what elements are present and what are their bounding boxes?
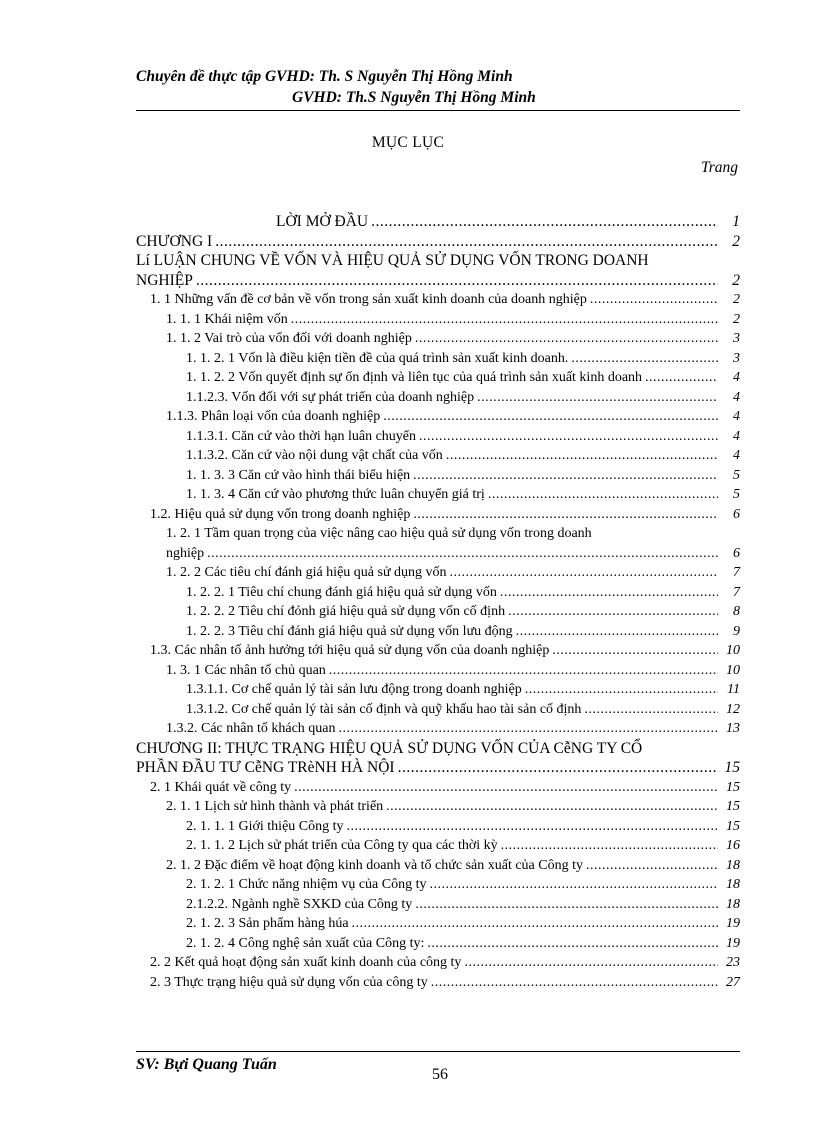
- toc-entry-title: 1.1.3.2. Căn cứ vào nội dung vật chất của vốn: [186, 448, 443, 463]
- toc-entry-title: 1.2. Hiệu quả sử dụng vốn trong doanh nghiệp: [150, 506, 411, 522]
- dot-leader: [291, 310, 718, 330]
- toc-page-number: 15: [726, 779, 740, 795]
- toc-entry-title: nghiệp: [166, 545, 205, 561]
- toc-entry-title: LỜI MỞ ĐẦU: [276, 213, 369, 230]
- dot-leader: [215, 232, 718, 252]
- dot-leader: [329, 661, 718, 681]
- toc-entry-title: CHƯƠNG I: [136, 232, 213, 250]
- page-column-label: Trang: [700, 159, 738, 176]
- toc-page-number: 1: [732, 213, 740, 230]
- toc-entry-title: 1. 1. 3. 4 Căn cứ vào phương thức luân chuyển giá trị: [186, 487, 485, 502]
- dot-leader: [584, 700, 718, 720]
- toc-entry[interactable]: [136, 329, 740, 349]
- toc-entry[interactable]: [136, 914, 740, 934]
- toc-page-number: 15: [726, 818, 740, 834]
- toc-entry[interactable]: [136, 232, 740, 252]
- toc-entry-title: 1.3. Các nhân tố ảnh hưởng tới hiệu quả sử dụng vốn của doanh nghiệp: [150, 643, 550, 658]
- toc-entry-title: 1. 1. 1 Khái niệm vốn: [166, 311, 288, 327]
- toc-entry-title: 2. 1. 1. 2 Lịch sử phát triển của Công ty qua các thời kỳ: [186, 838, 498, 853]
- toc-entry-title-line: Lí LUẬN CHUNG VỀ VỐN VÀ HIỆU QUẢ SỬ DỤNG VỐN TRONG DOANH: [136, 252, 649, 269]
- toc-entry-title: 1.1.3. Phân loại vốn của doanh nghiệp: [166, 409, 381, 424]
- toc-entry-title: 1. 1 Những vấn đề cơ bản về vốn trong sản xuất kinh doanh của doanh nghiệp: [150, 292, 587, 307]
- toc-page-number: 2: [733, 311, 740, 327]
- toc-entry-title-line: CHƯƠNG II: THỰC TRẠNG HIỆU QUẢ SỬ DỤNG VỐN CỦA CễNG TY CỔ: [136, 739, 643, 757]
- toc-entry-title: 2. 3 Thực trạng hiệu quả sử dụng vốn của công ty: [150, 974, 428, 990]
- toc-entry[interactable]: [136, 875, 740, 895]
- header-line-1: Chuyên đề thực tập GVHD: Th. S Nguyễn Thị Hồng Minh: [136, 68, 513, 85]
- toc-entry[interactable]: [136, 349, 740, 369]
- toc-entry-title: 1. 2. 2. 3 Tiêu chí đánh giá hiệu quả sử dụng vốn lưu động: [186, 623, 513, 639]
- toc-entry-title: 1. 2. 2. 1 Tiêu chí chung đánh giá hiệu quả sử dụng vốn: [186, 584, 497, 600]
- toc-page-number: 18: [726, 857, 740, 873]
- dot-leader: [450, 563, 718, 583]
- toc-entry-title-line: 1. 2. 1 Tầm quan trọng của việc nâng cao hiệu quả sử dụng vốn trong doanh: [166, 526, 592, 541]
- dot-leader: [571, 349, 718, 369]
- dot-leader: [415, 895, 718, 915]
- toc-entry[interactable]: [136, 641, 740, 661]
- dot-leader: [207, 544, 718, 564]
- toc-entry-title: 2. 2 Kết quả hoạt động sản xuất kinh doanh của công ty: [150, 955, 462, 970]
- toc-entry-title: 1.3.1.2. Cơ chế quản lý tài sản cố định và quỹ khấu hao tài sản cố định: [186, 701, 582, 717]
- dot-leader: [446, 446, 718, 466]
- toc-page-number: 2: [732, 271, 740, 289]
- dot-leader: [352, 914, 718, 934]
- toc-page-number: 2: [732, 232, 740, 250]
- toc-entry[interactable]: [136, 719, 740, 739]
- toc-page-number: 4: [733, 370, 740, 385]
- toc-page-number: 15: [726, 799, 740, 814]
- dot-leader: [347, 817, 718, 837]
- toc-page-number: 4: [733, 389, 740, 405]
- toc-page-number: 11: [727, 682, 740, 697]
- toc-entry-title: 1.1.2.3. Vốn đối với sự phát triển của doanh nghiệp: [186, 389, 475, 405]
- toc-entry-title: 1. 2. 2 Các tiêu chí đánh giá hiệu quả sử dụng vốn: [166, 565, 447, 580]
- dot-leader: [196, 271, 718, 291]
- toc-page-number: 7: [733, 565, 740, 580]
- toc-page-number: 9: [733, 623, 740, 639]
- dot-leader: [383, 407, 718, 427]
- toc-entry[interactable]: [136, 407, 740, 427]
- dot-leader: [464, 953, 718, 973]
- toc-entry[interactable]: [136, 797, 740, 817]
- running-header: [136, 66, 740, 108]
- toc-page-number: 4: [733, 448, 740, 463]
- toc-page-number: 7: [733, 584, 740, 600]
- toc-entry-title: 2. 1. 2. 1 Chức năng nhiệm vụ của Công ty: [186, 877, 427, 892]
- toc-page-number: 10: [726, 662, 740, 678]
- toc-entry[interactable]: [136, 739, 740, 778]
- toc-entry[interactable]: [136, 563, 740, 583]
- dot-leader: [501, 836, 718, 856]
- dot-leader: [552, 641, 718, 661]
- toc-entry[interactable]: [136, 602, 740, 622]
- toc-entry[interactable]: [136, 310, 740, 330]
- toc-entry[interactable]: [136, 368, 740, 388]
- toc-entry-title: 2. 1. 1 Lịch sử hình thành và phát triển: [166, 799, 384, 814]
- toc-entry-title: 1. 2. 2. 2 Tiêu chí đỏnh giá hiệu quả sử dụng vốn cố định: [186, 604, 506, 619]
- toc-entry[interactable]: [136, 953, 740, 973]
- footer-rule: [136, 1051, 740, 1052]
- toc-page-number: 12: [726, 701, 740, 717]
- dot-leader: [419, 427, 718, 447]
- toc-page-number: 23: [726, 955, 740, 970]
- toc-entry-title: 2. 1 Khái quát về công ty: [150, 779, 292, 795]
- toc-entry[interactable]: [136, 622, 740, 642]
- toc-page-number: 18: [726, 896, 740, 912]
- dot-leader: [477, 388, 718, 408]
- dot-leader: [645, 368, 718, 388]
- toc-page-number: 5: [733, 467, 740, 483]
- toc-page-number: 3: [733, 350, 740, 366]
- toc-page-number: 5: [733, 487, 740, 502]
- toc-entry[interactable]: [136, 973, 740, 993]
- toc-entry[interactable]: [136, 466, 740, 486]
- dot-leader: [508, 602, 718, 622]
- toc-entry-title: 2. 1. 2 Đặc điểm về hoạt động kinh doanh và tổ chức sản xuất của Công ty: [166, 857, 583, 873]
- toc-entry[interactable]: [136, 680, 740, 700]
- toc-entry[interactable]: [136, 427, 740, 447]
- dot-leader: [415, 329, 718, 349]
- page-title: MỤC LỤC: [371, 134, 445, 151]
- toc-page-number: 27: [726, 974, 740, 990]
- toc-entry-title: 1. 3. 1 Các nhân tố chủ quan: [166, 662, 326, 678]
- toc-entry[interactable]: [136, 700, 740, 720]
- toc-entry[interactable]: [136, 778, 740, 798]
- toc-entry[interactable]: [136, 583, 740, 603]
- toc-page-number: 3: [733, 331, 740, 346]
- toc-page-number: 4: [733, 428, 740, 444]
- toc-entry-title: 2.1.2.2. Ngành nghề SXKD của Công ty: [186, 896, 413, 912]
- dot-leader: [294, 778, 718, 798]
- dot-leader: [516, 622, 718, 642]
- dot-leader: [590, 290, 718, 310]
- dot-leader: [398, 758, 718, 778]
- toc-page-number: 19: [726, 916, 740, 931]
- dot-leader: [371, 212, 718, 232]
- toc-entry[interactable]: [136, 485, 740, 505]
- toc-entry[interactable]: [136, 446, 740, 466]
- toc-entry-title: PHẦN ĐẦU TƯ CễNG TRèNH HÀ NỘI: [136, 759, 395, 776]
- toc-entry[interactable]: [136, 856, 740, 876]
- toc-entry-title: 1. 1. 3. 3 Căn cứ vào hình thái biểu hiện: [186, 467, 411, 483]
- toc-entry[interactable]: [136, 524, 740, 563]
- footer-page-number: 56: [432, 1066, 448, 1083]
- toc-entry[interactable]: [136, 895, 740, 915]
- toc-entry[interactable]: [136, 212, 740, 232]
- footer-student-name: SV: Bựi Quang Tuấn: [136, 1056, 277, 1073]
- toc-entry-title: 1. 1. 2. 1 Vốn là điều kiện tiền đề của quá trình sản xuất kinh doanh.: [186, 350, 569, 366]
- toc-entry-title: 2. 1. 2. 3 Sản phẩm hàng húa: [186, 916, 349, 931]
- toc-page-number: 4: [733, 409, 740, 424]
- toc-page-number: 10: [726, 643, 740, 658]
- toc-entry-title: 1.3.2. Các nhân tố khách quan: [166, 721, 336, 736]
- dot-leader: [525, 680, 718, 700]
- dot-leader: [386, 797, 718, 817]
- toc-page-number: 8: [733, 604, 740, 619]
- toc-entry[interactable]: [136, 290, 740, 310]
- table-of-contents: [136, 212, 740, 992]
- toc-entry[interactable]: [136, 661, 740, 681]
- toc-page-number: 18: [726, 877, 740, 892]
- toc-page-number: 15: [724, 759, 740, 776]
- toc-page-number: 6: [733, 506, 740, 522]
- toc-entry[interactable]: [136, 934, 740, 954]
- toc-entry-title: 2. 1. 1. 1 Giới thiệu Công ty: [186, 818, 344, 834]
- dot-leader: [431, 973, 718, 993]
- toc-entry[interactable]: [136, 817, 740, 837]
- dot-leader: [500, 583, 718, 603]
- dot-leader: [413, 466, 718, 486]
- toc-entry-title: 1. 1. 2. 2 Vốn quyết định sự ổn định và liên tục của quá trình sản xuất kinh doanh: [186, 370, 643, 385]
- toc-entry-title: 2. 1. 2. 4 Công nghệ sản xuất của Công ty:: [186, 935, 425, 951]
- toc-entry[interactable]: [136, 505, 740, 525]
- toc-page-number: 13: [726, 721, 740, 736]
- toc-page-number: 16: [726, 838, 740, 853]
- toc-page-number: 19: [726, 935, 740, 951]
- toc-entry-title: 1. 1. 2 Vai trò của vốn đối với doanh nghiệp: [166, 331, 412, 346]
- dot-leader: [413, 505, 718, 525]
- toc-page-number: 6: [733, 545, 740, 561]
- dot-leader: [427, 934, 718, 954]
- dot-leader: [339, 719, 718, 739]
- toc-entry[interactable]: [136, 388, 740, 408]
- toc-page-number: 2: [733, 292, 740, 307]
- toc-entry-title: NGHIỆP: [136, 271, 193, 289]
- header-line-2: GVHD: Th.S Nguyễn Thị Hồng Minh: [292, 89, 536, 106]
- dot-leader: [586, 856, 718, 876]
- toc-entry[interactable]: [136, 836, 740, 856]
- dot-leader: [488, 485, 718, 505]
- toc-entry[interactable]: [136, 251, 740, 290]
- toc-entry-title: 1.1.3.1. Căn cứ vào thời hạn luân chuyển: [186, 428, 416, 444]
- header-rule: [136, 110, 740, 111]
- dot-leader: [430, 875, 718, 895]
- toc-entry-title: 1.3.1.1. Cơ chế quản lý tài sản lưu động trong doanh nghiệp: [186, 682, 522, 697]
